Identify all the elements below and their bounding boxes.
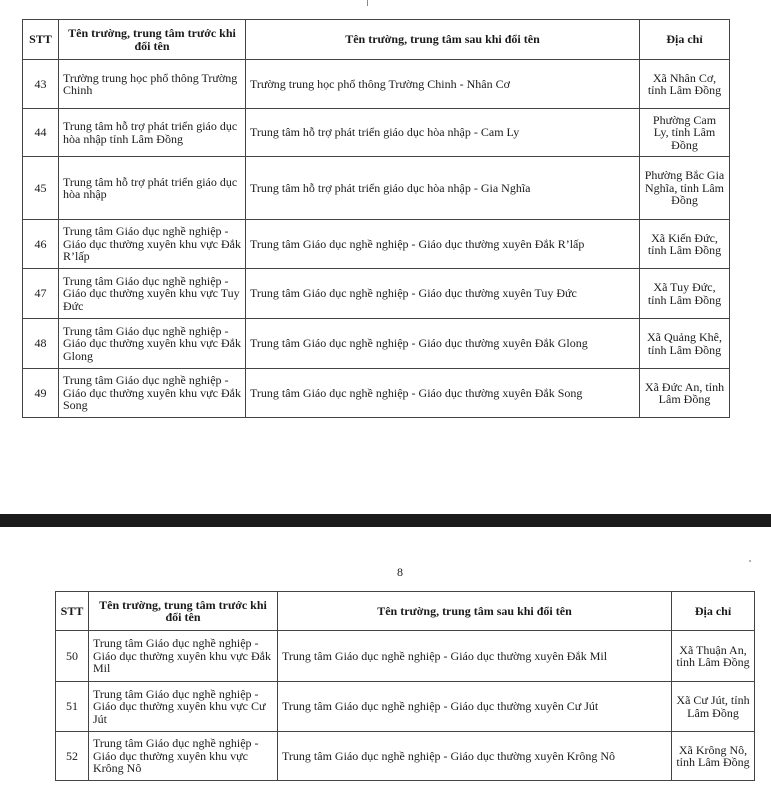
row-name-before: Trung tâm hỗ trợ phát triển giáo dục hòa nhập tỉnh Lâm Đồng xyxy=(59,109,246,157)
row-stt: 50 xyxy=(56,631,89,682)
row-stt: 48 xyxy=(23,319,59,369)
row-address: Xã Thuận An, tỉnh Lâm Đồng xyxy=(672,631,755,682)
row-address: Xã Cư Jút, tỉnh Lâm Đồng xyxy=(672,682,755,732)
row-name-after: Trung tâm hỗ trợ phát triển giáo dục hòa nhập - Gia Nghĩa xyxy=(246,157,640,220)
table-row xyxy=(23,60,730,109)
scan-speck xyxy=(749,560,751,562)
row-name-before: Trường trung học phổ thông Trường Chinh xyxy=(59,60,246,109)
header-stt: STT xyxy=(56,592,89,631)
row-stt: 46 xyxy=(23,220,59,269)
table-header-row xyxy=(23,20,730,60)
row-name-before: Trung tâm Giáo dục nghề nghiệp - Giáo dục thường xuyên khu vực Tuy Đức xyxy=(59,269,246,319)
header-address: Địa chỉ xyxy=(640,20,730,60)
row-address: Xã Kiến Đức, tỉnh Lâm Đồng xyxy=(640,220,730,269)
table-row xyxy=(56,732,755,781)
row-name-after: Trung tâm Giáo dục nghề nghiệp - Giáo dục thường xuyên Đắk R’lấp xyxy=(246,220,640,269)
table-row xyxy=(23,109,730,157)
row-address: Phường Cam Ly, tỉnh Lâm Đồng xyxy=(640,109,730,157)
row-name-before: Trung tâm hỗ trợ phát triển giáo dục hòa nhập xyxy=(59,157,246,220)
row-address: Phường Bắc Gia Nghĩa, tỉnh Lâm Đồng xyxy=(640,157,730,220)
row-name-after: Trường trung học phổ thông Trường Chinh - Nhân Cơ xyxy=(246,60,640,109)
row-name-before: Trung tâm Giáo dục nghề nghiệp - Giáo dục thường xuyên khu vực Đắk R’lấp xyxy=(59,220,246,269)
row-name-after: Trung tâm hỗ trợ phát triển giáo dục hòa nhập - Cam Ly xyxy=(246,109,640,157)
table-row xyxy=(23,220,730,269)
row-stt: 43 xyxy=(23,60,59,109)
row-name-after: Trung tâm Giáo dục nghề nghiệp - Giáo dục thường xuyên Krông Nô xyxy=(278,732,672,781)
row-name-before: Trung tâm Giáo dục nghề nghiệp - Giáo dục thường xuyên khu vực Krông Nô xyxy=(89,732,278,781)
page-number: 8 xyxy=(397,565,403,579)
row-stt: 45 xyxy=(23,157,59,220)
row-name-after: Trung tâm Giáo dục nghề nghiệp - Giáo dục thường xuyên Đắk Song xyxy=(246,369,640,418)
header-name-after: Tên trường, trung tâm sau khi đổi tên xyxy=(246,20,640,60)
page-separator xyxy=(0,514,771,527)
header-stt: STT xyxy=(23,20,59,60)
row-address: Xã Đức An, tỉnh Lâm Đồng xyxy=(640,369,730,418)
row-address: Xã Nhân Cơ, tỉnh Lâm Đồng xyxy=(640,60,730,109)
row-address: Xã Tuy Đức, tỉnh Lâm Đồng xyxy=(640,269,730,319)
row-name-after: Trung tâm Giáo dục nghề nghiệp - Giáo dục thường xuyên Đắk Glong xyxy=(246,319,640,369)
row-address: Xã Quảng Khê, tỉnh Lâm Đồng xyxy=(640,319,730,369)
table-row xyxy=(23,157,730,220)
scan-mark xyxy=(367,0,368,6)
row-name-after: Trung tâm Giáo dục nghề nghiệp - Giáo dục thường xuyên Cư Jút xyxy=(278,682,672,732)
row-stt: 52 xyxy=(56,732,89,781)
header-address: Địa chỉ xyxy=(672,592,755,631)
row-name-before: Trung tâm Giáo dục nghề nghiệp - Giáo dục thường xuyên khu vực Đắk Glong xyxy=(59,319,246,369)
table-row xyxy=(56,631,755,682)
table-row xyxy=(23,369,730,418)
row-stt: 49 xyxy=(23,369,59,418)
row-name-after: Trung tâm Giáo dục nghề nghiệp - Giáo dục thường xuyên Đắk Mil xyxy=(278,631,672,682)
header-name-before: Tên trường, trung tâm trước khi đổi tên xyxy=(59,20,246,60)
table-row xyxy=(56,682,755,732)
row-address: Xã Krông Nô, tỉnh Lâm Đồng xyxy=(672,732,755,781)
row-name-before: Trung tâm Giáo dục nghề nghiệp - Giáo dục thường xuyên khu vực Cư Jút xyxy=(89,682,278,732)
row-name-before: Trung tâm Giáo dục nghề nghiệp - Giáo dục thường xuyên khu vực Đắk Song xyxy=(59,369,246,418)
table-row xyxy=(23,269,730,319)
row-stt: 51 xyxy=(56,682,89,732)
header-name-before: Tên trường, trung tâm trước khi đổi tên xyxy=(89,592,278,631)
renamed-schools-table-page-2 xyxy=(55,591,755,781)
table-row xyxy=(23,319,730,369)
row-stt: 47 xyxy=(23,269,59,319)
header-name-after: Tên trường, trung tâm sau khi đổi tên xyxy=(278,592,672,631)
renamed-schools-table-page-1 xyxy=(22,19,730,418)
table-header-row xyxy=(56,592,755,631)
row-name-after: Trung tâm Giáo dục nghề nghiệp - Giáo dục thường xuyên Tuy Đức xyxy=(246,269,640,319)
row-name-before: Trung tâm Giáo dục nghề nghiệp - Giáo dục thường xuyên khu vực Đắk Mil xyxy=(89,631,278,682)
row-stt: 44 xyxy=(23,109,59,157)
